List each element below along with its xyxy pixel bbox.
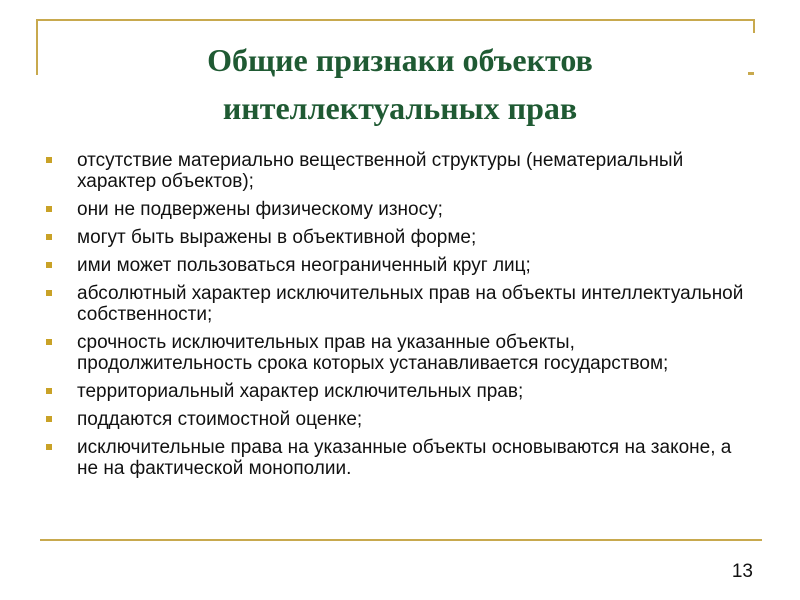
bullet-item	[46, 381, 746, 402]
frame-left-line	[36, 19, 38, 75]
bullet-text: территориальный характер исключительных прав;	[77, 381, 524, 402]
bullet-text: они не подвержены физическому износу;	[77, 199, 443, 220]
bullet-text: срочность исключительных прав на указанные объекты, продолжительность срока которых устанавливается государством;	[77, 332, 669, 374]
bullet-text: исключительные права на указанные объекты основываются на законе, а не на фактической монополии.	[77, 437, 732, 479]
bullet-item	[46, 409, 746, 430]
bullet-item	[46, 150, 746, 192]
bullet-item	[46, 283, 746, 325]
square-bullet-icon	[46, 388, 52, 394]
square-bullet-icon	[46, 262, 52, 268]
square-bullet-icon	[46, 206, 52, 212]
bullet-item	[46, 437, 746, 479]
bullet-item	[46, 332, 746, 374]
frame-tick-mark	[748, 72, 754, 75]
slide-number: 13	[731, 561, 753, 582]
bullet-text: ими может пользоваться неограниченный круг лиц;	[77, 255, 531, 276]
slide-title	[60, 36, 740, 132]
bullet-text: могут быть выражены в объективной форме;	[77, 227, 477, 248]
bullet-text: поддаются стоимостной оценке;	[77, 409, 363, 430]
square-bullet-icon	[46, 157, 52, 163]
bullet-text: абсолютный характер исключительных прав на объекты интеллектуальной собственности;	[77, 283, 744, 325]
bullet-list	[46, 150, 746, 486]
bullet-item	[46, 255, 746, 276]
slide-title-line-1: Общие признаки объектов	[207, 42, 593, 78]
bullet-item	[46, 199, 746, 220]
bullet-text: отсутствие материально вещественной структуры (нематериальный характер объектов);	[77, 150, 684, 192]
square-bullet-icon	[46, 290, 52, 296]
square-bullet-icon	[46, 444, 52, 450]
square-bullet-icon	[46, 339, 52, 345]
slide-title-line-2: интеллектуальных прав	[222, 90, 578, 126]
square-bullet-icon	[46, 234, 52, 240]
square-bullet-icon	[46, 416, 52, 422]
frame-top-line	[36, 19, 755, 21]
frame-right-line	[753, 19, 755, 33]
frame-bottom-line	[40, 539, 762, 541]
bullet-item	[46, 227, 746, 248]
